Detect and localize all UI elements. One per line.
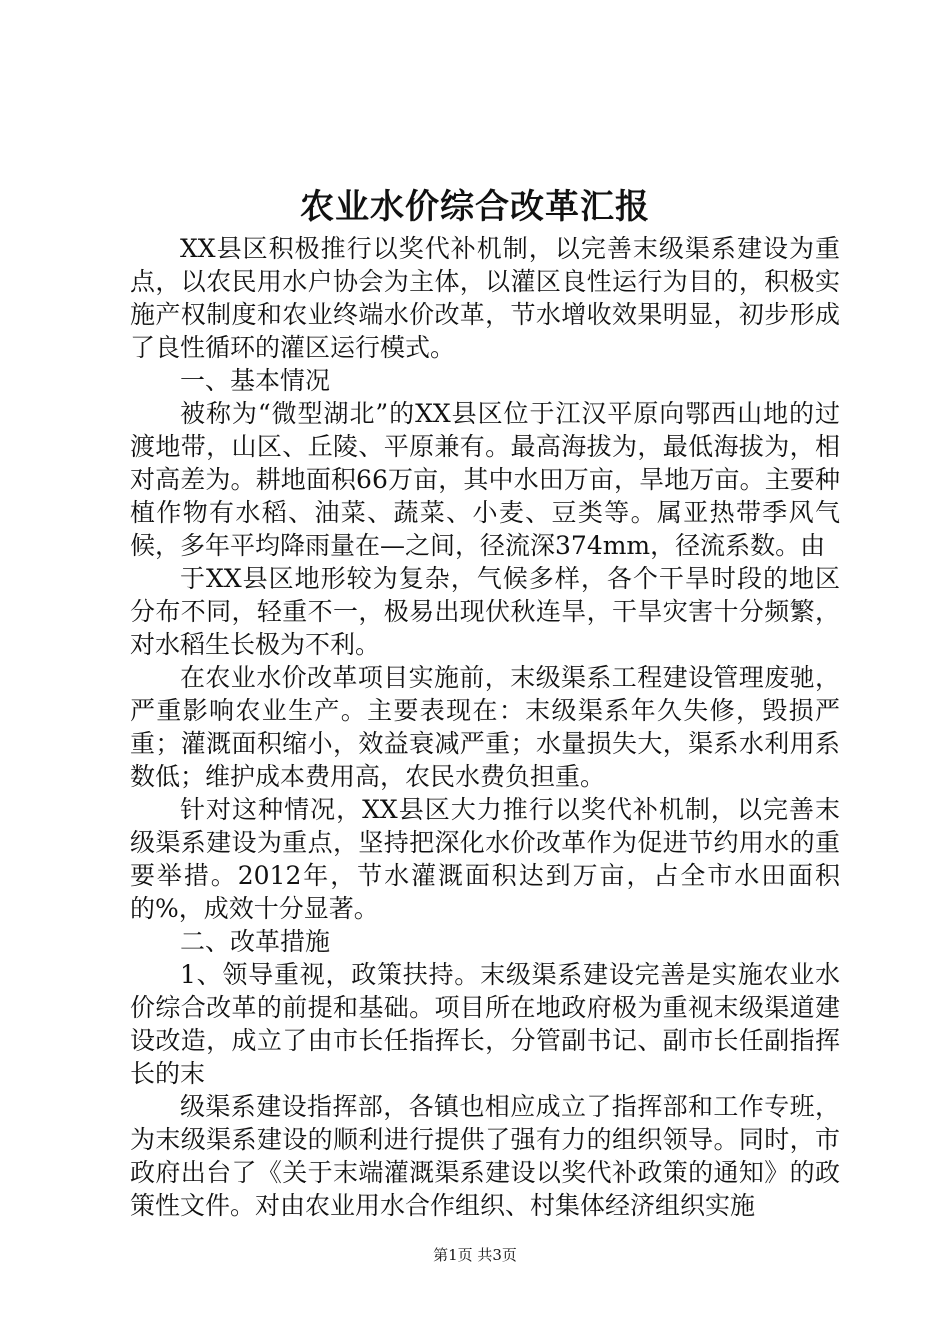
- paragraph-intro: XX县区积极推行以奖代补机制，以完善末级渠系建设为重点，以农民用水户协会为主体，以灌区良性运行为目的，积极实施产权制度和农业终端水价改革，节水增收效果明显，初步形成了良性循环的灌区运行模式。: [130, 234, 840, 362]
- document-body: [130, 232, 840, 1222]
- section-heading-reform: 二、改革措施: [180, 927, 331, 956]
- paragraph-measures-summary: 针对这种情况，XX县区大力推行以奖代补机制，以完善末级渠系建设为重点，坚持把深化水价改革作为促进节约用水的重要举措。2012年，节水灌溉面积达到万亩，占全市水田面积的%，成效十分显著。: [130, 795, 840, 923]
- paragraph-leadership: 1、领导重视，政策扶持。末级渠系建设完善是实施农业水价综合改革的前提和基础。项目所在地政府极为重视末级渠道建设改造，成立了由市长任指挥长，分管副书记、副市长任副指挥长的末: [130, 960, 840, 1088]
- paragraph-leadership-cont: 级渠系建设指挥部，各镇也相应成立了指挥部和工作专班，为末级渠系建设的顺利进行提供了强有力的组织领导。同时，市政府出台了《关于末端灌溉渠系建设以奖代补政策的通知》的政策性文件。对由农业用水合作组织、村集体经济组织实施: [130, 1092, 840, 1220]
- page-number: 第1页 共3页: [433, 1246, 517, 1264]
- paragraph-basic-info: 被称为“微型湖北”的XX县区位于江汉平原向鄂西山地的过渡地带，山区、丘陵、平原兼有。最高海拔为，最低海拔为，相对高差为。耕地面积66万亩，其中水田万亩，旱地万亩。主要种植作物有水稻、油菜、蔬菜、小麦、豆类等。属亚热带季风气候，多年平均降雨量在—之间，径流深374mm，径流系数。由: [130, 399, 840, 560]
- document-title: 农业水价综合改革汇报: [300, 187, 650, 227]
- paragraph-problems: 在农业水价改革项目实施前，末级渠系工程建设管理废驰，严重影响农业生产。主要表现在：末级渠系年久失修，毁损严重；灌溉面积缩小，效益衰减严重；水量损失大，渠系水利用系数低；维护成本费用高，农民水费负担重。: [130, 663, 840, 791]
- paragraph-drought: 于XX县区地形较为复杂，气候多样，各个干旱时段的地区分布不同，轻重不一，极易出现伏秋连旱，干旱灾害十分频繁，对水稻生长极为不利。: [130, 564, 840, 659]
- section-heading-basic: 一、基本情况: [180, 366, 331, 395]
